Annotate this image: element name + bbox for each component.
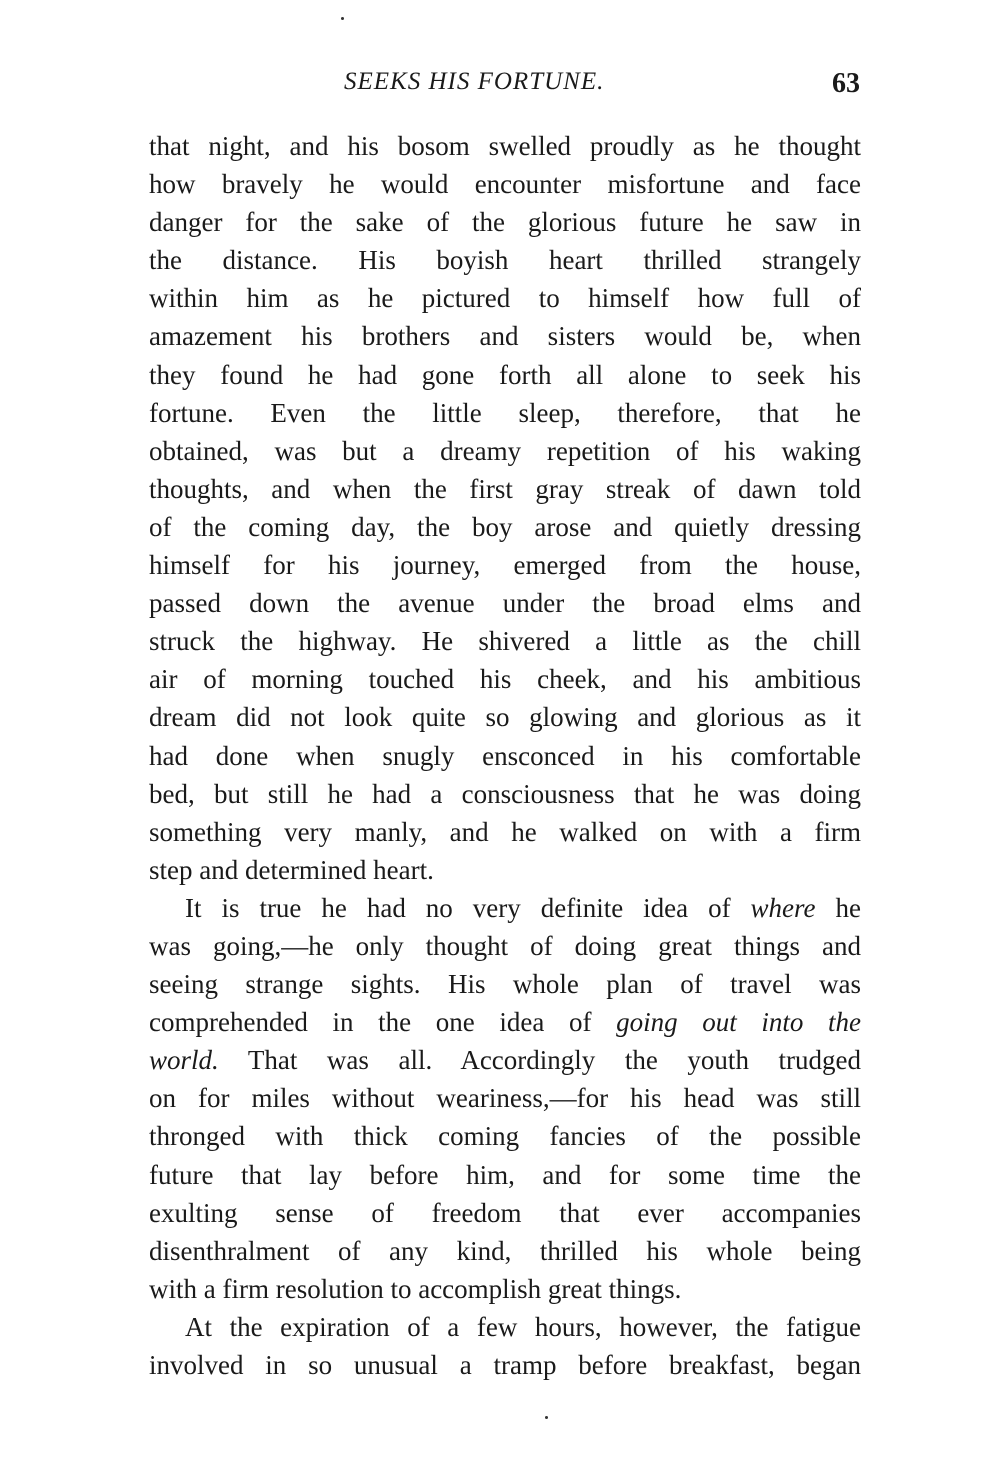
text-line: had done when snugly ensconced in his comfortable [149, 740, 861, 771]
paragraph-start-line: At the expiration of a few hours, however, the fatigue [185, 1311, 861, 1342]
text-line: danger for the sake of the glorious future he saw in [149, 207, 861, 238]
paragraph-end-line: with a firm resolution to accomplish great things. [149, 1273, 682, 1304]
text-line: exulting sense of freedom that ever accompanies [149, 1197, 861, 1228]
text-line: bed, but still he had a consciousness that he was doing [149, 778, 861, 809]
italic-emphasis: going out into the [616, 1007, 861, 1038]
text-line: thronged with thick coming fancies of the possible [149, 1121, 861, 1152]
running-title: SEEKS HIS FORTUNE. [344, 68, 605, 95]
text-line: the distance. His boyish heart thrilled strangely [149, 245, 861, 276]
text-line: on for miles without weariness,—for his head was still [149, 1083, 861, 1114]
text-line: struck the highway. He shivered a little as the chill [149, 626, 861, 657]
printer-mark-top [341, 17, 344, 20]
printer-mark-bottom [545, 1416, 548, 1419]
paragraph-end-line: step and determined heart. [149, 854, 434, 885]
page-number: 63 [832, 68, 860, 99]
text-line: something very manly, and he walked on with a firm [149, 816, 861, 847]
text-line: himself for his journey, emerged from the house, [149, 550, 861, 581]
text-line: was going,—he only thought of doing great things and [149, 930, 861, 961]
text-line: of the coming day, the boy arose and quietly dressing [149, 511, 861, 542]
text-line: amazement his brothers and sisters would be, when [149, 321, 861, 352]
text-line: dream did not look quite so glowing and glorious as it [149, 702, 861, 733]
text-line: involved in so unusual a tramp before breakfast, began [149, 1350, 861, 1380]
paragraph-start-line: It is true he had no very definite idea of where he [185, 892, 861, 923]
text-line: air of morning touched his cheek, and his ambitious [149, 664, 861, 695]
text-line: that night, and his bosom swelled proudly as he thought [149, 131, 861, 161]
running-head [150, 68, 860, 108]
text-line: passed down the avenue under the broad elms and [149, 588, 861, 619]
text-line: they found he had gone forth all alone to seek his [149, 359, 861, 390]
text-line: within him as he pictured to himself how full of [149, 283, 861, 314]
text-line: obtained, was but a dreamy repetition of his waking [149, 435, 861, 466]
body-text [149, 127, 861, 1384]
text-line: comprehended in the one idea of going out into the [149, 1007, 861, 1038]
text-line: disenthralment of any kind, thrilled his whole being [149, 1235, 861, 1266]
text-line: how bravely he would encounter misfortune and face [149, 169, 861, 200]
text-line: seeing strange sights. His whole plan of travel was [149, 969, 861, 1000]
italic-emphasis: where [750, 892, 816, 923]
text-line: fortune. Even the little sleep, therefore, that he [149, 397, 861, 428]
text-line: future that lay before him, and for some time the [149, 1159, 861, 1190]
italic-emphasis: world. [149, 1045, 219, 1076]
text-line: thoughts, and when the first gray streak of dawn told [149, 473, 861, 504]
text-line: world. That was all. Accordingly the youth trudged [149, 1045, 861, 1076]
